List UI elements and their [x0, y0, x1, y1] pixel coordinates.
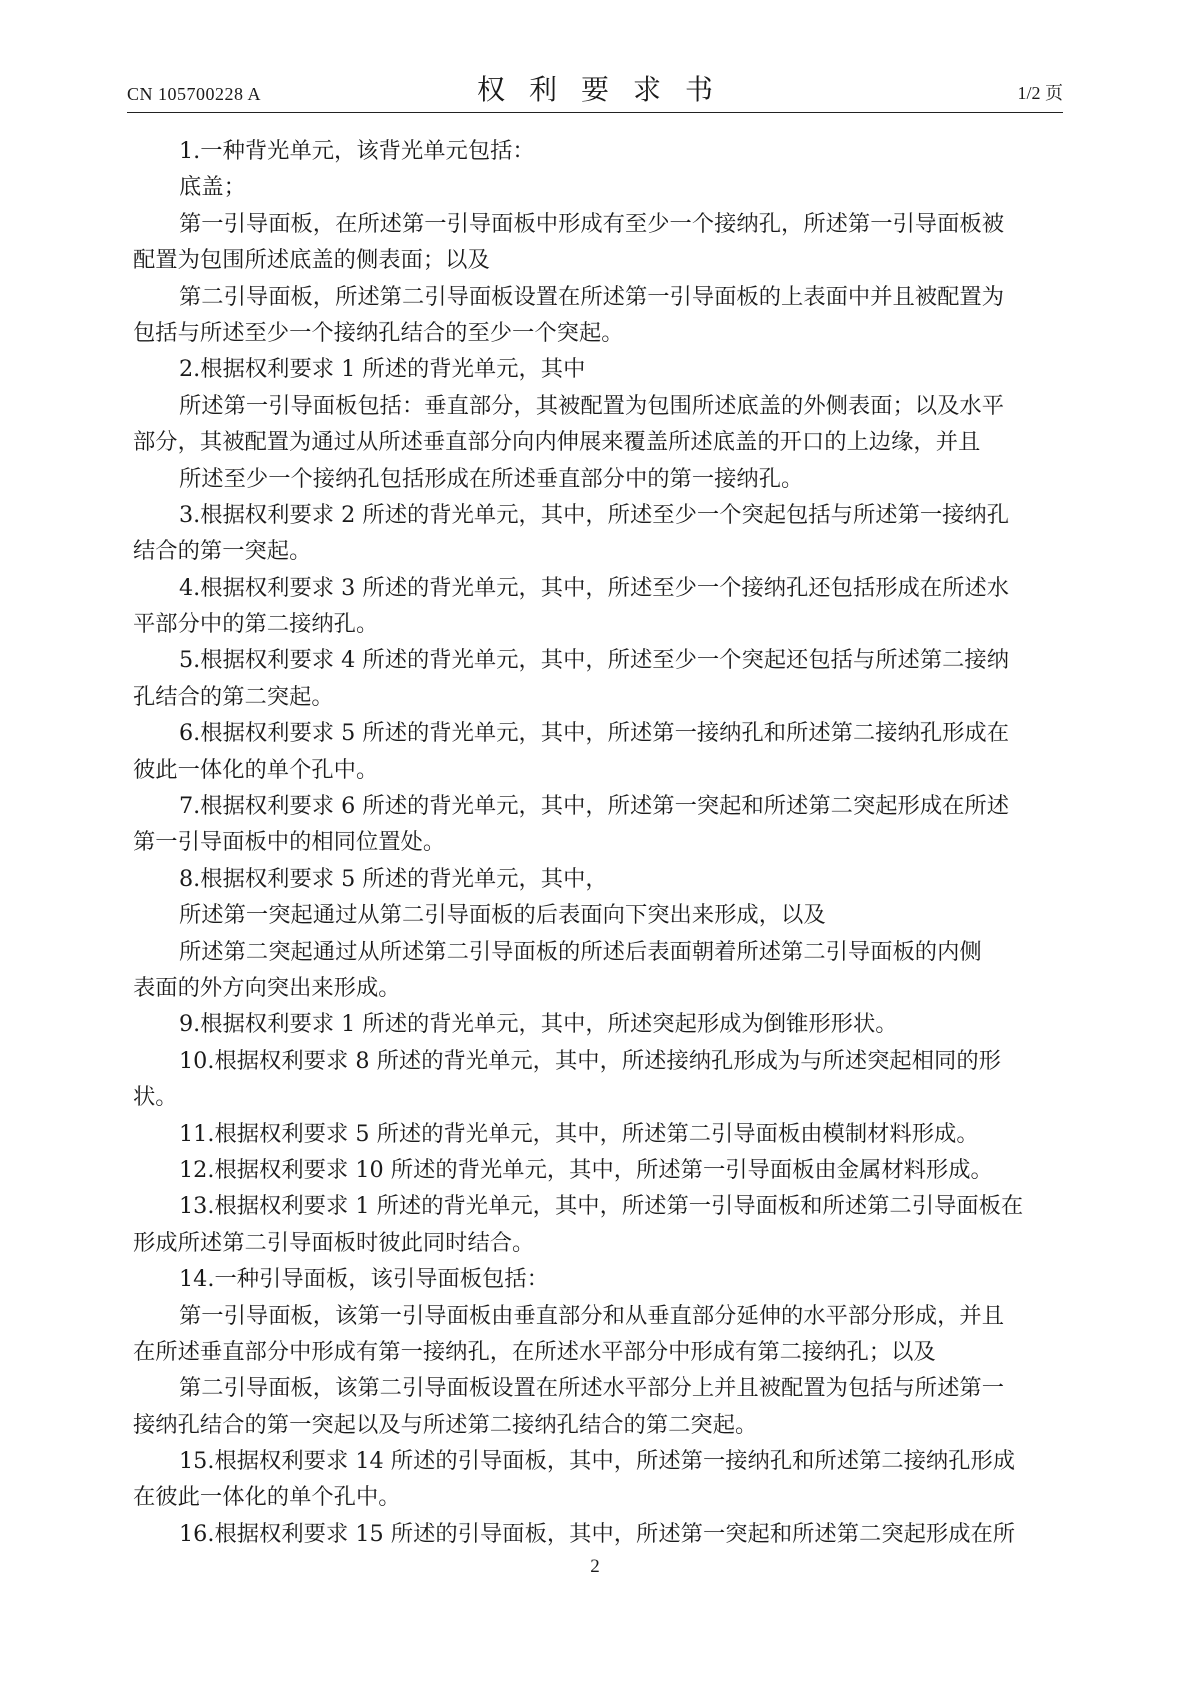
- text-line: 7.根据权利要求 6 所述的背光单元，其中，所述第一突起和所述第二突起形成在所述: [179, 793, 1010, 820]
- text-line: 平部分中的第二接纳孔。: [133, 611, 379, 638]
- text-line: 12.根据权利要求 10 所述的背光单元，其中，所述第一引导面板由金属材料形成。: [179, 1156, 993, 1183]
- text-line: 表面的外方向突出来形成。: [133, 974, 401, 1001]
- text-line: 第一引导面板，该第一引导面板由垂直部分和从垂直部分延伸的水平部分形成，并且: [179, 1302, 1004, 1329]
- text-line: 所述第一突起通过从第二引导面板的后表面向下突出来形成，以及: [179, 902, 826, 929]
- text-line: 形成所述第二引导面板时彼此同时结合。: [133, 1229, 535, 1256]
- text-line: 包括与所述至少一个接纳孔结合的至少一个突起。: [133, 319, 624, 346]
- text-line: 配置为包围所述底盖的侧表面；以及: [133, 247, 490, 274]
- page-number: 2: [590, 1556, 600, 1577]
- text-line: 11.根据权利要求 5 所述的背光单元，其中，所述第二引导面板由模制材料形成。: [179, 1120, 979, 1147]
- text-line: 第一引导面板，在所述第一引导面板中形成有至少一个接纳孔，所述第一引导面板被: [179, 210, 1004, 237]
- document-title: 权利要求书: [476, 73, 737, 106]
- text-line: 在彼此一体化的单个孔中。: [133, 1484, 401, 1511]
- text-line: 14.一种引导面板，该引导面板包括：: [179, 1266, 549, 1293]
- text-line: 15.根据权利要求 14 所述的引导面板，其中，所述第一接纳孔和所述第二接纳孔形成: [179, 1448, 1016, 1475]
- text-line: 在所述垂直部分中形成有第一接纳孔，在所述水平部分中形成有第二接纳孔；以及: [133, 1338, 936, 1365]
- text-line: 状。: [133, 1084, 178, 1111]
- text-line: 结合的第一突起。: [133, 538, 312, 565]
- text-line: 4.根据权利要求 3 所述的背光单元，其中，所述至少一个接纳孔还包括形成在所述水: [179, 574, 1010, 601]
- text-line: 所述第二突起通过从所述第二引导面板的所述后表面朝着所述第二引导面板的内侧: [179, 938, 982, 965]
- text-line: 第一引导面板中的相同位置处。: [133, 829, 446, 856]
- text-line: 所述第一引导面板包括：垂直部分，其被配置为包围所述底盖的外侧表面；以及水平: [179, 392, 1004, 419]
- text-line: 9.根据权利要求 1 所述的背光单元，其中，所述突起形成为倒锥形形状。: [179, 1011, 898, 1038]
- text-line: 13.根据权利要求 1 所述的背光单元，其中，所述第一引导面板和所述第二引导面板在: [179, 1193, 1024, 1220]
- text-line: 第二引导面板，该第二引导面板设置在所述水平部分上并且被配置为包括与所述第一: [179, 1375, 1004, 1402]
- text-line: 彼此一体化的单个孔中。: [133, 756, 379, 783]
- page-header: [127, 62, 1063, 112]
- text-line: 底盖；: [179, 174, 246, 201]
- text-line: 6.根据权利要求 5 所述的背光单元，其中，所述第一接纳孔和所述第二接纳孔形成在: [179, 720, 1010, 747]
- text-line: 部分，其被配置为通过从所述垂直部分向内伸展来覆盖所述底盖的开口的上边缘，并且: [133, 429, 981, 456]
- text-line: 5.根据权利要求 4 所述的背光单元，其中，所述至少一个突起还包括与所述第二接纳: [179, 647, 1010, 674]
- text-line: 8.根据权利要求 5 所述的背光单元，其中，: [179, 865, 608, 892]
- text-line: 3.根据权利要求 2 所述的背光单元，其中，所述至少一个突起包括与所述第一接纳孔: [179, 501, 1010, 528]
- text-line: 所述至少一个接纳孔包括形成在所述垂直部分中的第一接纳孔。: [179, 465, 804, 492]
- claims-body: [133, 133, 1065, 1552]
- text-line: 1.一种背光单元，该背光单元包括：: [179, 138, 535, 164]
- text-line: 接纳孔结合的第一突起以及与所述第二接纳孔结合的第二突起。: [133, 1411, 758, 1438]
- text-line: 10.根据权利要求 8 所述的背光单元，其中，所述接纳孔形成为与所述突起相同的形: [179, 1047, 1001, 1074]
- document-id: CN 105700228 A: [127, 84, 262, 104]
- text-line: 第二引导面板，所述第二引导面板设置在所述第一引导面板的上表面中并且被配置为: [179, 283, 1004, 310]
- text-line: 孔结合的第二突起。: [133, 683, 334, 710]
- header-divider: [127, 112, 1063, 113]
- text-line: 2.根据权利要求 1 所述的背光单元，其中: [179, 356, 586, 383]
- text-line: 16.根据权利要求 15 所述的引导面板，其中，所述第一突起和所述第二突起形成在所: [179, 1520, 1016, 1547]
- page-indicator: 1/2 页: [1017, 83, 1063, 103]
